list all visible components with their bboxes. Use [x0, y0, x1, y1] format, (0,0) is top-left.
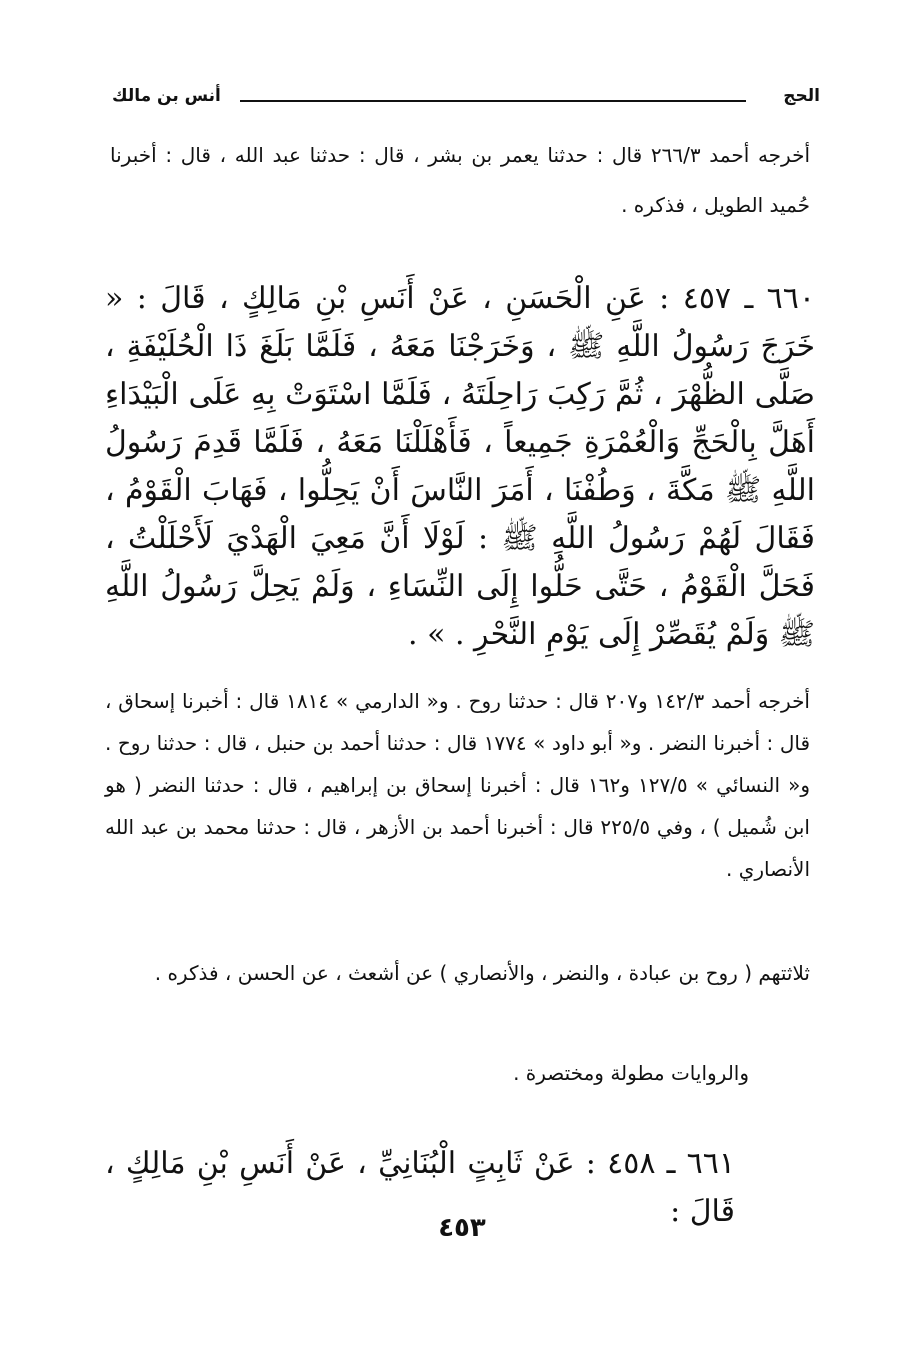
source-note-3: ثلاثتهم ( روح بن عبادة ، والنضر ، والأنصاري ) عن أشعث ، عن الحسن ، فذكره .: [154, 961, 810, 985]
running-header: [112, 78, 820, 118]
header-rule: [240, 100, 746, 102]
hadith-661: ٦٦١ ـ ٤٥٨ : عَنْ ثَابِتٍ الْبُنَانِيِّ ، عَنْ أَنَسِ بْنِ مَالِكٍ ، قَالَ :: [105, 1146, 735, 1229]
source-note-4: والروايات مطولة ومختصرة .: [513, 1061, 749, 1085]
section-title: الحج: [783, 86, 820, 106]
page-number: ٤٥٣: [438, 1213, 486, 1243]
source-note-2: أخرجه أحمد ١٤٢/٣ و٢٠٧ قال : حدثنا روح . و« الدارمي » ١٨١٤ قال : أخبرنا إسحاق ، قال : أخبرنا النضر . و« أبو داود » ١٧٧٤ قال : حدثنا أحمد بن حنبل ، قال : حدثنا روح . و« النسائي » ١٢٧/٥ و١٦٢ قال : أخبرنا إسحاق بن إبراهيم ، قال : حدثنا النضر ( هو ابن شُميل ) ، وفي ٢٢٥/٥ قال : أخبرنا أحمد بن الأزهر ، قال : حدثنا محمد بن عبد الله الأنصاري .: [105, 689, 811, 881]
source-note-1: أخرجه أحمد ٢٦٦/٣ قال : حدثنا يعمر بن بشر ، قال : حدثنا عبد الله ، قال : أخبرنا حُميد الطويل ، فذكره .: [110, 143, 810, 217]
hadith-660: ٦٦٠ ـ ٤٥٧ : عَنِ الْحَسَنِ ، عَنْ أَنَسِ بْنِ مَالِكٍ ، قَالَ : « خَرَجَ رَسُولُ اللَّهِ ﷺ ، وَخَرَجْنَا مَعَهُ ، فَلَمَّا بَلَغَ ذَا الْحُلَيْفَةِ ، صَلَّى الظُّهْرَ ، ثُمَّ رَكِبَ رَاحِلَتَهُ ، فَلَمَّا اسْتَوَتْ بِهِ عَلَى الْبَيْدَاءِ أَهَلَّ بِالْحَجِّ وَالْعُمْرَةِ جَمِيعاً ، فَأَهْلَلْنَا مَعَهُ ، فَلَمَّا قَدِمَ رَسُولُ اللَّهِ ﷺ مَكَّةَ ، وَطُفْنَا ، أَمَرَ النَّاسَ أَنْ يَحِلُّوا ، فَهَابَ الْقَوْمُ ، فَقَالَ لَهُمْ رَسُولُ اللَّهِ ﷺ : لَوْلَا أَنَّ مَعِيَ الْهَدْيَ لَأَحْلَلْتُ ، فَحَلَّ الْقَوْمُ ، حَتَّى حَلُّوا إِلَى النِّسَاءِ ، وَلَمْ يَحِلَّ رَسُولُ اللَّهِ ﷺ وَلَمْ يُقَصِّرْ إِلَى يَوْمِ النَّحْرِ . » .: [105, 281, 815, 652]
narrator-title: أنس بن مالك: [112, 86, 221, 106]
